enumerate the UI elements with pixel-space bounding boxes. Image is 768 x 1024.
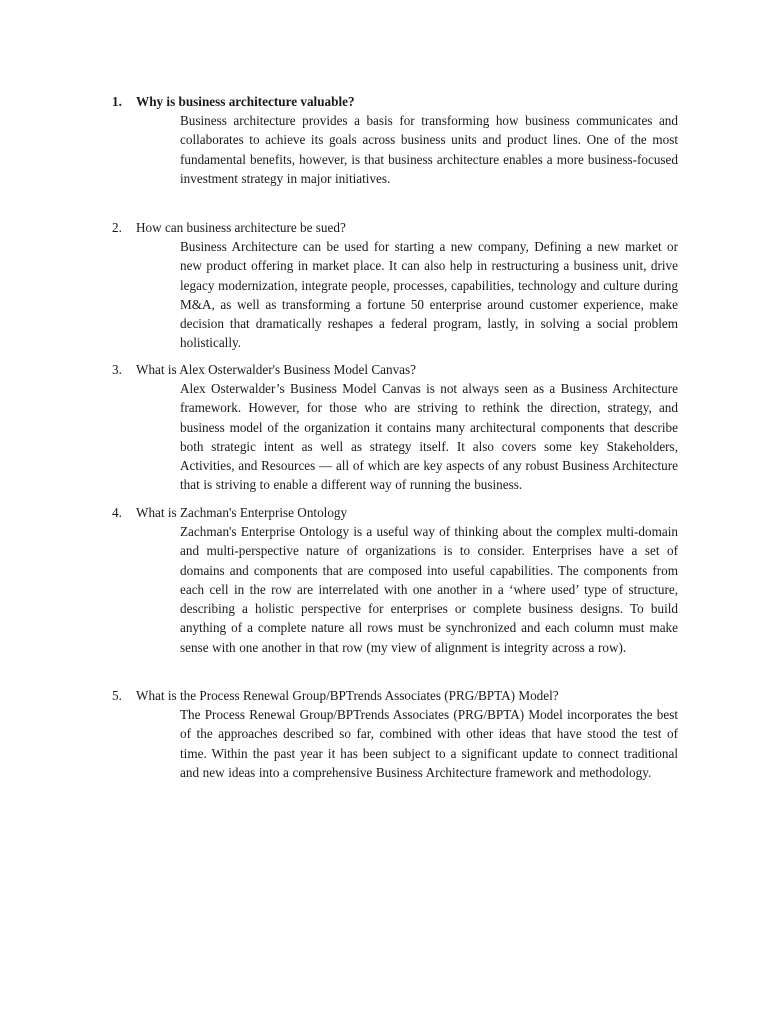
question-item-5 [112, 687, 682, 782]
question-number: 3. [112, 362, 122, 377]
question-item-4 [112, 504, 682, 657]
question-item-1 [112, 93, 682, 188]
question-title: What is Zachman's Enterprise Ontology [136, 505, 348, 520]
question-header [112, 219, 682, 237]
answer-paragraph: Business Architecture can be used for starting a new company, Defining a new market or new product offering in market place. It can also help in restructuring a business unit, drive legacy modernization, integrate people, processes, capabilities, technology and culture during M&A, as well as transforming a fortune 50 enterprise around customer experience, make decision that dramatically reshapes a federal program, lastly, in solving a social problem holistically. [180, 239, 678, 351]
question-header [112, 687, 682, 705]
answer-paragraph: Alex Osterwalder’s Business Model Canvas is not always seen as a Business Architecture framework. However, for those who are striving to rethink the direction, strategy, and business model of the organization it contains many architectural components that describe both strategic intent as well as strategy itself. It also covers some key Stakeholders, Activities, and Resources — all of which are key aspects of any robust Business Architecture that is striving to enable a different way of running the business. [180, 381, 678, 493]
question-title: What is Alex Osterwalder's Business Model Canvas? [136, 362, 416, 377]
answer-paragraph: Business architecture provides a basis for transforming how business communicates and collaborates to achieve its goals across business units and product lines. One of the most fundamental benefits, however, is that business architecture enables a more business-focused investment strategy in major initiatives. [180, 113, 678, 186]
question-number: 4. [112, 505, 122, 520]
question-item-3 [112, 361, 682, 495]
question-number: 2. [112, 220, 122, 235]
question-title: How can business architecture be sued? [136, 220, 346, 235]
question-item-2 [112, 219, 682, 353]
question-header [112, 93, 682, 111]
answer-paragraph: Zachman's Enterprise Ontology is a useful way of thinking about the complex multi-domain and multi-perspective nature of organizations is to consider. Enterprises have a set of domains and components that are composed into useful capabilities. The components from each cell in the row are interrelated with one another in a ‘where used’ type of structure, describing a holistic perspective for enterprises or complete business designs. To build anything of a complete nature all rows must be synchronized and each column must make sense with one another in that row (my view of alignment is integrity across a row). [180, 524, 678, 655]
question-header [112, 361, 682, 379]
answer-paragraph: The Process Renewal Group/BPTrends Associates (PRG/BPTA) Model incorporates the best of the approaches described so far, combined with other ideas that have stood the test of time. Within the past year it has been subject to a significant update to connect traditional and new ideas into a comprehensive Business Architecture framework and methodology. [180, 707, 678, 780]
question-title: Why is business architecture valuable? [136, 94, 355, 109]
question-number: 5. [112, 688, 122, 703]
question-number: 1. [112, 94, 122, 109]
question-header [112, 504, 682, 522]
question-title: What is the Process Renewal Group/BPTrends Associates (PRG/BPTA) Model? [136, 688, 559, 703]
